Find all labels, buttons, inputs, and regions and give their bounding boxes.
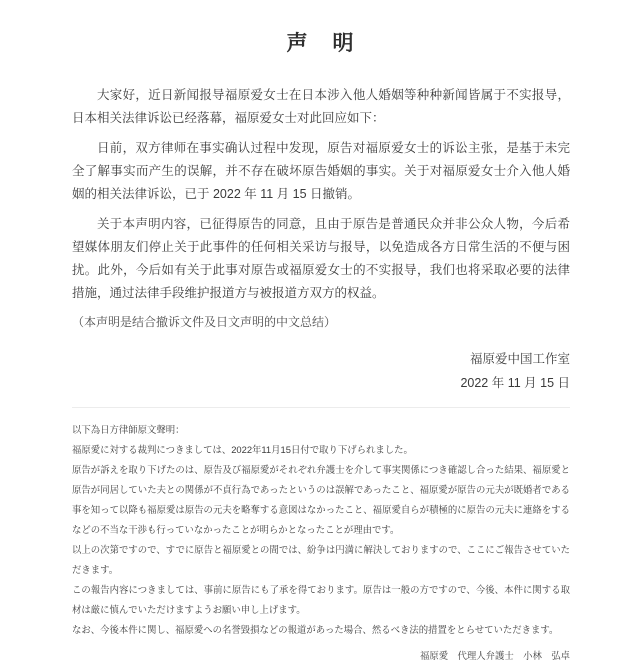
chinese-paragraph-media-request: 关于本声明内容，已征得原告的同意，且由于原告是普通民众并非公众人物，今后希望媒体朋友们停止关于此事件的任何相关采访与报导，以免造成各方日常生活的不便与困扰。此外，今后如有关于此事对原告或福原爱女士的不实报导，我们也将采取必要的法律措施，通过法律手段维护报道方与被报道方双方的权益。 (72, 217, 570, 300)
statement-date: 2022 年 11 月 15 日 (460, 376, 570, 390)
chinese-signature: 福原爱中国工作室 (469, 352, 570, 366)
section-divider (72, 407, 570, 408)
japanese-section-heading: 以下為日方律師原文聲明： (72, 424, 185, 435)
chinese-signature-block (72, 347, 570, 395)
japanese-paragraph-resolution: 以上の次第ですので、すでに原告と福原愛との間では、紛争は円満に解決しておりますので、ここにご報告させていただきます。 (72, 544, 570, 575)
japanese-paragraph-withdrawal: 福原愛に対する裁判につきましては、2022年11月15日付で取り下げられました。 (72, 444, 413, 455)
chinese-paragraph-intro: 大家好，近日新闻报导福原爱女士在日本涉入他人婚姻等种种新闻皆属于不实报导，日本相关法律诉讼已经落幕，福原爱女士对此回应如下： (72, 88, 570, 125)
document-title: 声 明 (286, 32, 356, 55)
chinese-paragraph-lawsuit-withdrawal: 日前，双方律师在事实确认过程中发现，原告对福原爱女士的诉讼主张，是基于未完全了解事实而产生的误解，并不存在破坏原告婚姻的事实。关于对福原爱女士介入他人婚姻的相关法律诉讼，已于 2022 年 11 月 15 日撤销。 (72, 141, 570, 201)
japanese-lawyer-signature: 福原愛 代理人弁護士 小林 弘卓 (419, 650, 570, 661)
chinese-statement-section (72, 84, 570, 395)
japanese-paragraph-privacy-request: この報告内容につきましては、事前に原告にも了承を得ております。原告は一般の方ですので、今後、本件に関する取材は厳に慎んでいただけますようお願い申し上げます。 (72, 584, 570, 615)
japanese-statement-section (72, 420, 570, 666)
chinese-summary-note: （本声明是结合撤诉文件及日文声明的中文总结） (72, 315, 337, 329)
japanese-paragraph-legal-warning: なお、今後本件に関し、福原愛への名誉毀損などの報道があった場合、然るべき法的措置をとらせていただきます。 (72, 624, 559, 635)
japanese-paragraph-reasons: 原告が訴えを取り下げたのは、原告及び福原愛がそれぞれ弁護士を介して事実関係につき確認し合った結果、福原愛と原告が同居していた夫との関係が不貞行為であったというのは誤解であったこと、福原愛が原告の元夫が既婚者である事を知って以降も福原愛は原告の元夫を略奪する意図はなかったこと、福原愛自らが積極的に原告の元夫に連絡をするなどの不当な干渉も行っていなかったことが明らかとなったことが理由です。 (72, 464, 570, 535)
